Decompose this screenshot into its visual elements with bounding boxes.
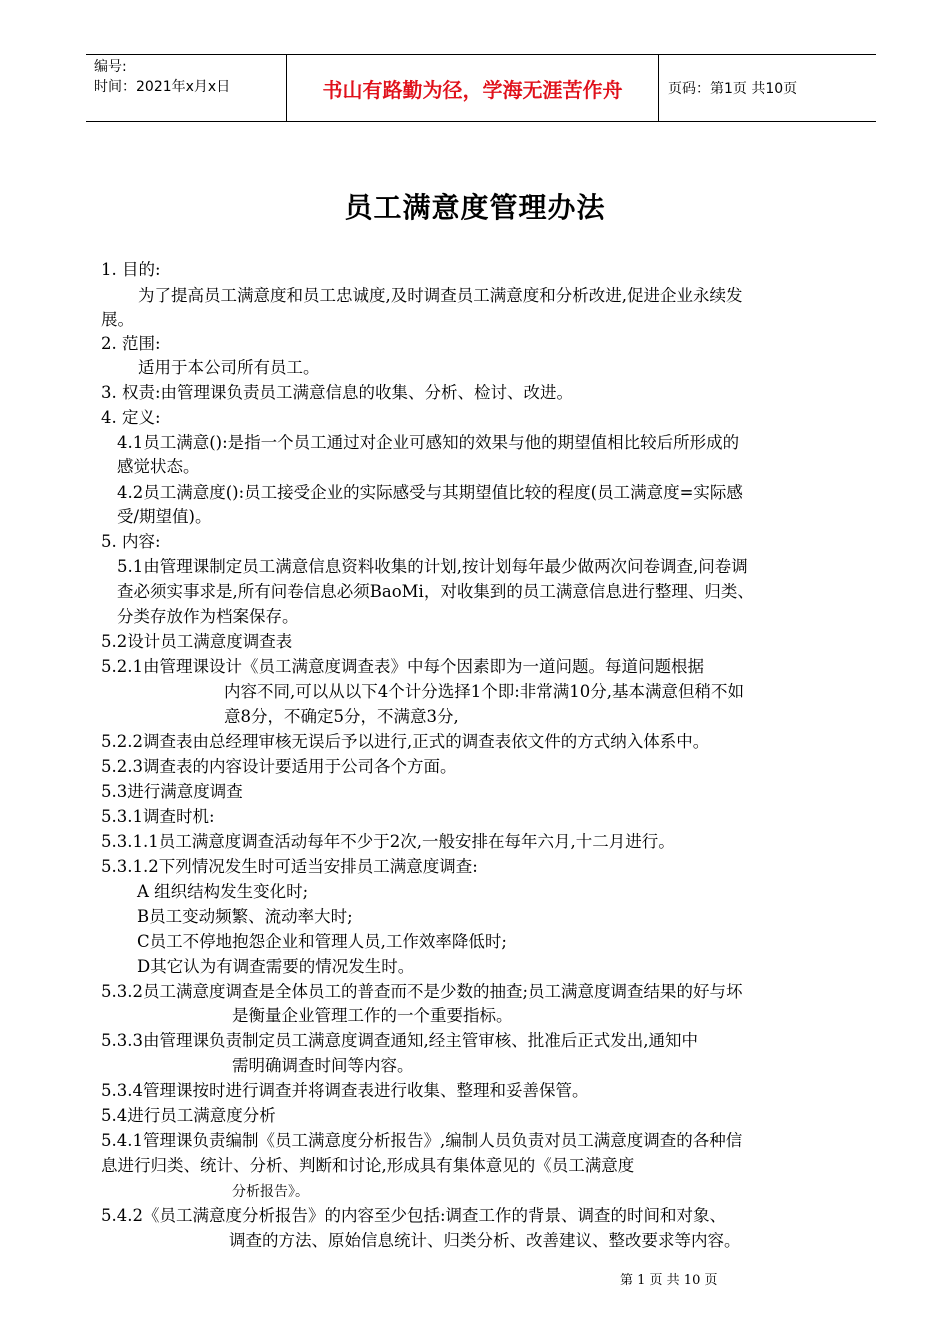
paragraph-line: 5.4.1管理课负责编制《员工满意度分析报告》,编制人员负责对员工满意度调查的各种信 bbox=[101, 1131, 743, 1150]
paragraph-line: 5.3.2员工满意度调查是全体员工的普查而不是少数的抽查;员工满意度调查结果的好与坏 bbox=[101, 982, 743, 1001]
paragraph-line: 5.3.3由管理课负责制定员工满意度调查通知,经主管审核、批准后正式发出,通知中 bbox=[101, 1031, 698, 1050]
paragraph-line: 查必须实事求是,所有问卷信息必须BaoMi，对收集到的员工满意信息进行整理、归类、 bbox=[117, 582, 754, 601]
paragraph-line: 5.2.1由管理课设计《员工满意度调查表》中每个因素即为一道问题。每道问题根据 bbox=[101, 657, 704, 676]
section-heading: 2. 范围: bbox=[101, 334, 161, 353]
document-title: 员工满意度管理办法 bbox=[344, 191, 606, 224]
page-header bbox=[86, 54, 876, 122]
paragraph-line: 适用于本公司所有员工。 bbox=[138, 358, 320, 377]
paragraph-line: 需明确调查时间等内容。 bbox=[232, 1056, 414, 1075]
header-page-info: 页码：第1页 共10页 bbox=[668, 81, 798, 97]
subsection-heading: 5.4进行员工满意度分析 bbox=[101, 1106, 276, 1125]
header-motto: 书山有路勤为径，学海无涯苦作舟 bbox=[322, 77, 623, 102]
document-time: 时间：2021年x月x日 bbox=[94, 79, 231, 95]
section-heading: 3. 权责:由管理课负责员工满意信息的收集、分析、检讨、改进。 bbox=[101, 383, 574, 402]
paragraph-line: 5.4.2《员工满意度分析报告》的内容至少包括:调查工作的背景、调查的时间和对象、 bbox=[101, 1206, 727, 1225]
paragraph-line: 为了提高员工满意度和员工忠诚度,及时调查员工满意度和分析改进,促进企业永续发 bbox=[138, 286, 743, 305]
paragraph-line: 分析报告》。 bbox=[232, 1184, 309, 1200]
paragraph-line: 内容不同,可以从以下4个计分选择1个即:非常满10分,基本满意但稍不如 bbox=[224, 682, 745, 701]
paragraph-line: 5.3.1调查时机: bbox=[101, 807, 215, 826]
page-footer: 第 1 页 共 10 页 bbox=[620, 1273, 718, 1288]
paragraph-line: 是衡量企业管理工作的一个重要指标。 bbox=[232, 1006, 513, 1025]
paragraph-line: 感觉状态。 bbox=[117, 457, 200, 476]
paragraph-line: 5.2.3调查表的内容设计要适用于公司各个方面。 bbox=[101, 757, 457, 776]
subsection-heading: 5.2设计员工满意度调查表 bbox=[101, 632, 293, 651]
document-number-label: 编号: bbox=[94, 59, 127, 75]
paragraph-line: 受/期望值)。 bbox=[117, 507, 212, 526]
paragraph-line: 5.2.2调查表由总经理审核无误后予以进行,正式的调查表依文件的方式纳入体系中。 bbox=[101, 732, 710, 751]
paragraph-line: 5.1由管理课制定员工满意信息资料收集的计划,按计划每年最少做两次问卷调查,问卷调 bbox=[117, 557, 748, 576]
paragraph-line: 分类存放作为档案保存。 bbox=[117, 607, 299, 626]
section-heading: 4. 定义: bbox=[101, 408, 161, 427]
section-heading: 1. 目的: bbox=[101, 260, 161, 279]
paragraph-line: 5.3.1.2下列情况发生时可适当安排员工满意度调查: bbox=[101, 857, 478, 876]
list-item: D其它认为有调查需要的情况发生时。 bbox=[137, 957, 415, 976]
paragraph-line: 息进行归类、统计、分析、判断和讨论,形成具有集体意见的《员工满意度 bbox=[101, 1156, 635, 1175]
subsection-heading: 5.3进行满意度调查 bbox=[101, 782, 243, 801]
section-heading: 5. 内容: bbox=[101, 532, 161, 551]
list-item: C员工不停地抱怨企业和管理人员,工作效率降低时; bbox=[137, 932, 507, 951]
list-item: A 组织结构发生变化时; bbox=[137, 882, 309, 901]
paragraph-line: 调查的方法、原始信息统计、归类分析、改善建议、整改要求等内容。 bbox=[229, 1231, 741, 1250]
paragraph-line: 5.3.4管理课按时进行调查并将调查表进行收集、整理和妥善保管。 bbox=[101, 1081, 589, 1100]
list-item: B员工变动频繁、流动率大时; bbox=[137, 907, 353, 926]
paragraph-line: 意8分，不确定5分，不满意3分, bbox=[224, 707, 459, 726]
paragraph-line: 5.3.1.1员工满意度调查活动每年不少于2次,一般安排在每年六月,十二月进行。 bbox=[101, 832, 675, 851]
header-divider bbox=[658, 55, 659, 121]
paragraph-line: 4.1员工满意():是指一个员工通过对企业可感知的效果与他的期望值相比较后所形成的 bbox=[117, 433, 740, 452]
header-meta bbox=[94, 57, 286, 97]
paragraph-line: 展。 bbox=[101, 310, 134, 329]
paragraph-line: 4.2员工满意度():员工接受企业的实际感受与其期望值比较的程度(员工满意度=实际感 bbox=[117, 483, 743, 502]
